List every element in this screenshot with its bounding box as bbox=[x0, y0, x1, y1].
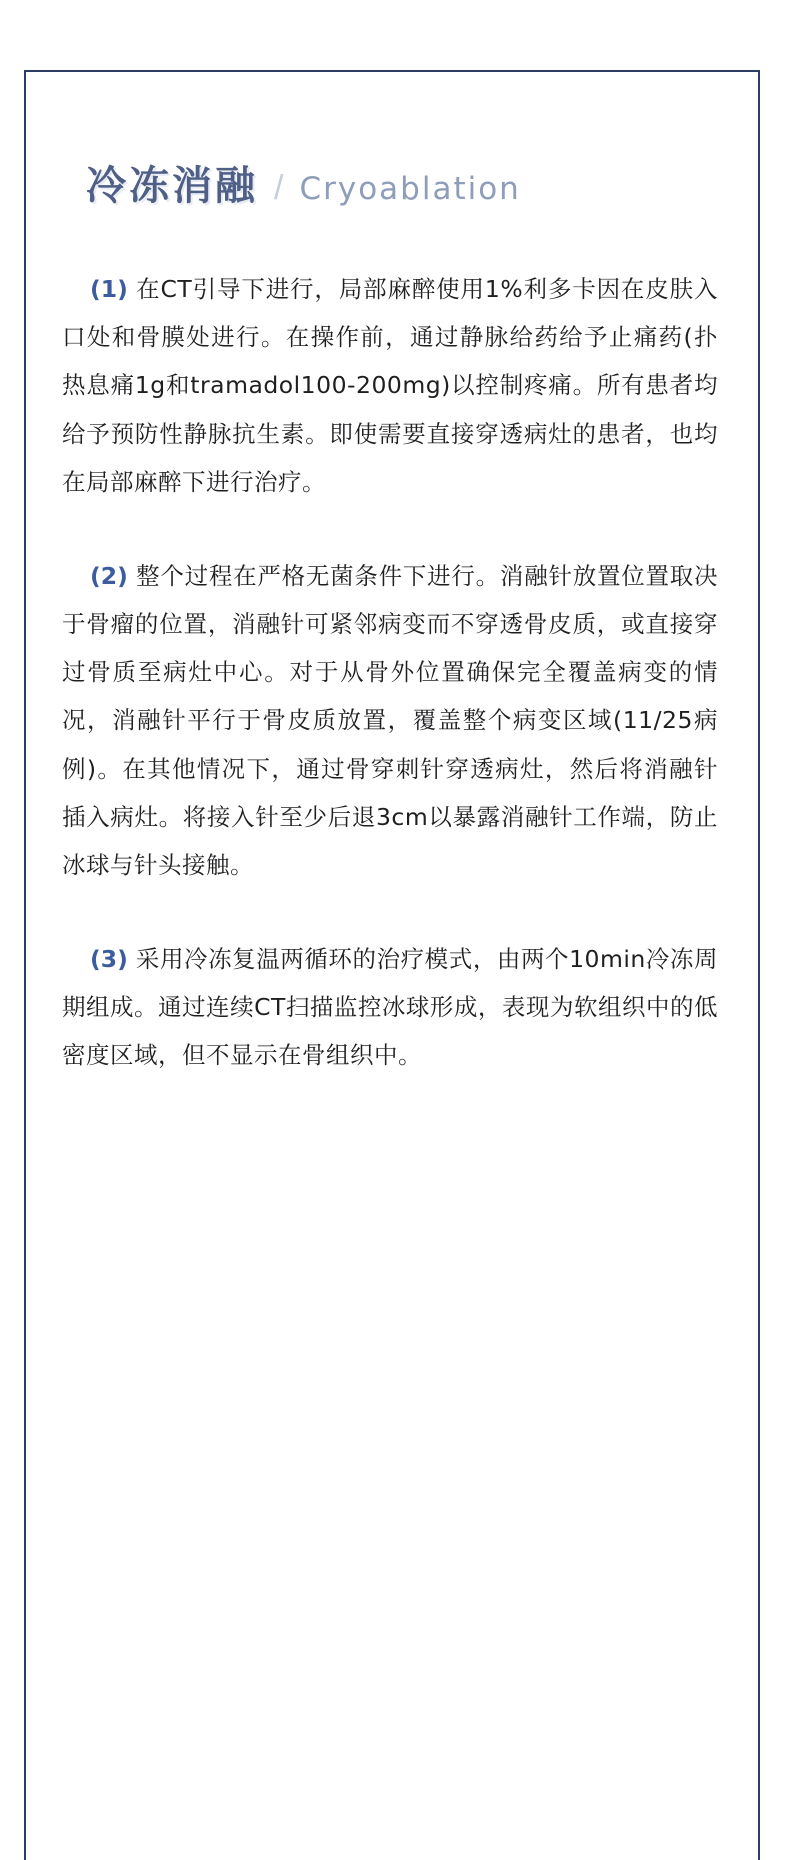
paragraph-text-3: 采用冷冻复温两循环的治疗模式，由两个10min冷冻周期组成。通过连续CT扫描监控冰球形成，表现为软组织中的低密度区域，但不显示在骨组织中。 bbox=[62, 945, 718, 1070]
paragraph-3 bbox=[62, 935, 718, 1080]
heading-separator: / bbox=[274, 169, 284, 207]
paragraph-text-1: 在CT引导下进行，局部麻醉使用1%利多卡因在皮肤入口处和骨膜处进行。在操作前，通过静脉给药给予止痛药(扑热息痛1g和tramadol100-200mg)以控制疼痛。所有患者均给予预防性静脉抗生素。即使需要直接穿透病灶的患者，也均在局部麻醉下进行治疗。 bbox=[62, 275, 718, 496]
paragraph-text-2: 整个过程在严格无菌条件下进行。消融针放置位置取决于骨瘤的位置，消融针可紧邻病变而不穿透骨皮质，或直接穿过骨质至病灶中心。对于从骨外位置确保完全覆盖病变的情况，消融针平行于骨皮质放置，覆盖整个病变区域(11/25病例)。在其他情况下，通过骨穿刺针穿透病灶，然后将消融针插入病灶。将接入针至少后退3cm以暴露消融针工作端，防止冰球与针头接触。 bbox=[62, 561, 718, 879]
body-text bbox=[62, 265, 718, 1080]
paragraph-1 bbox=[62, 265, 718, 506]
heading-title-en: Cryoablation bbox=[299, 171, 521, 207]
paragraph-2 bbox=[62, 552, 718, 889]
paragraph-marker-3: (3) bbox=[90, 945, 128, 974]
paragraph-marker-1: (1) bbox=[90, 275, 128, 303]
content-card bbox=[24, 70, 760, 1860]
section-heading bbox=[86, 154, 718, 211]
heading-title-cn: 冷冻消融 bbox=[86, 164, 258, 208]
paragraph-marker-2: (2) bbox=[90, 561, 128, 590]
